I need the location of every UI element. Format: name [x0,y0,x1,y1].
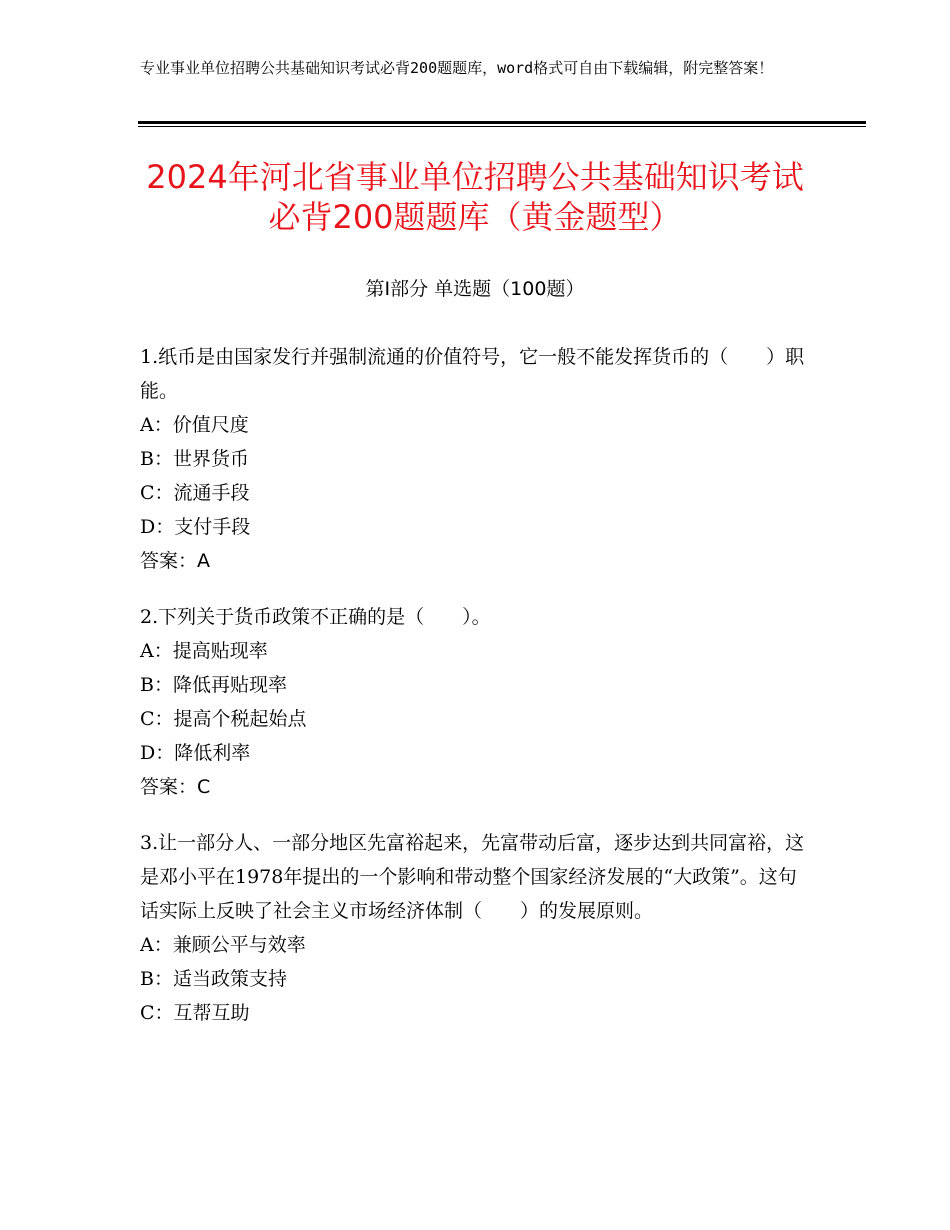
question-2-option-d: D：降低利率 [140,742,251,764]
question-3-option-a: A：兼顾公平与效率 [140,934,306,956]
header-rule-thin [138,126,866,127]
header-note: 专业事业单位招聘公共基础知识考试必背200题题库，word格式可自由下载编辑，附完整答案！ [140,59,774,77]
question-3-option-c: C：互帮互助 [140,1002,250,1024]
question-2-answer: 答案：C [140,776,211,798]
section-heading: 第Ⅰ部分 单选题（100题） [365,278,585,300]
question-list [140,340,810,1052]
question-1-answer: 答案：A [140,550,210,572]
question-2-stem: 2.下列关于货币政策不正确的是（ ）。 [140,606,491,628]
question-2-option-c: C：提高个税起始点 [140,708,307,730]
question-3-stem: 3.让一部分人、一部分地区先富裕起来，先富带动后富，逐步达到共同富裕，这是邓小平在1978年提出的一个影响和带动整个国家经济发展的“大政策”。这句话实际上反映了社会主义市场经济体制（ ）的发展原则。 [140,832,805,922]
question-1-option-d: D：支付手段 [140,516,251,538]
question-1-option-c: C：流通手段 [140,482,250,504]
header-rule-thick [138,121,866,124]
question-1 [140,340,810,578]
question-1-option-a: A：价值尺度 [140,414,249,436]
question-1-option-b: B：世界货币 [140,448,249,470]
question-3 [140,826,810,1030]
question-1-stem: 1.纸币是由国家发行并强制流通的价值符号，它一般不能发挥货币的（ ）职能。 [140,346,805,402]
document-title: 2024年河北省事业单位招聘公共基础知识考试必背200题题库（黄金题型） [146,158,804,236]
question-2-option-b: B：降低再贴现率 [140,674,287,696]
question-2-option-a: A：提高贴现率 [140,640,268,662]
question-2 [140,600,810,804]
question-3-option-b: B：适当政策支持 [140,968,287,990]
